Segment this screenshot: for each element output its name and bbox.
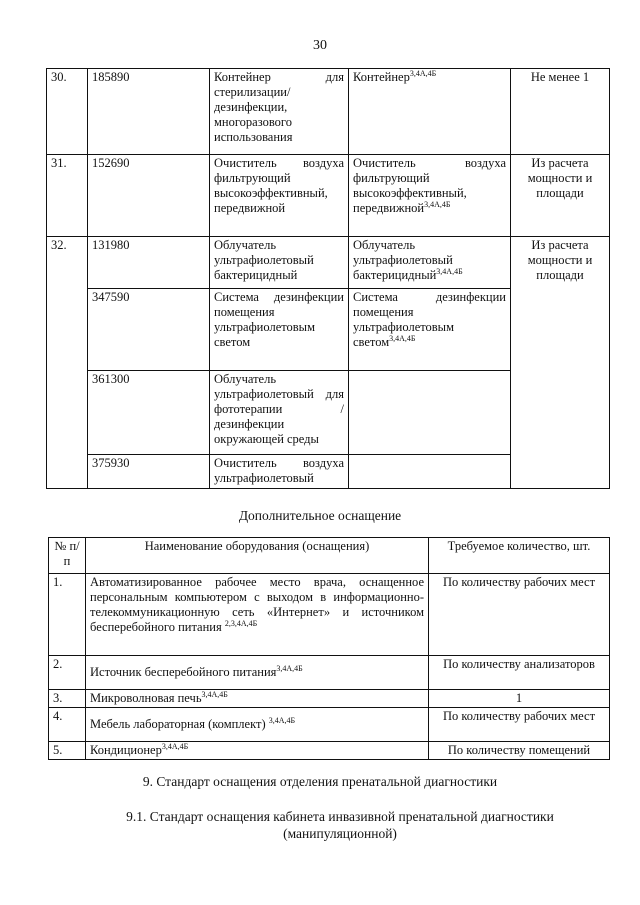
equipment-name-text: Кондиционер — [90, 743, 162, 757]
required-quantity: По количеству рабочих мест — [429, 708, 610, 742]
equipment-name: Очиститель воздуха ультрафиолетовый — [210, 455, 349, 489]
footnote-ref: 3,4А,4Б — [268, 715, 296, 725]
equipment-type-text: Очиститель воздуха фильтрующий высокоэффективный, передвижной — [353, 156, 506, 215]
equipment-name: Облучатель ультрафиолетовый бактерицидный — [210, 237, 349, 289]
table-row — [49, 656, 610, 690]
table-row — [47, 237, 610, 289]
equipment-name — [86, 690, 429, 708]
equipment-type — [349, 237, 511, 289]
equipment-type-text: Система дезинфекции помещения ультрафиолетовым светом — [353, 290, 506, 349]
footnote-ref: 3,4А,4Б — [389, 333, 416, 343]
equipment-type-text: Контейнер — [353, 70, 410, 84]
equipment-name-text: Микроволновая печь — [90, 691, 202, 705]
table-row — [49, 742, 610, 760]
row-number: 32. — [47, 237, 88, 489]
equipment-name: Очиститель воздуха фильтрующий высокоэффективный, передвижной — [210, 155, 349, 237]
additional-equipment-table — [48, 537, 610, 760]
footnote-ref: 3,4А,4Б — [201, 689, 228, 699]
equipment-name — [86, 574, 429, 656]
equipment-name — [86, 656, 429, 690]
table-row — [47, 155, 610, 237]
footnote-ref: 3,4А,4Б — [436, 266, 463, 276]
equipment-name: Облучатель ультрафиолетовый для фототерапии /дезинфекции окружающей среды — [210, 371, 349, 455]
header-quantity: Требуемое количество, шт. — [429, 538, 610, 574]
table-row — [49, 708, 610, 742]
required-quantity: По количеству анализаторов — [429, 656, 610, 690]
equipment-code: 185890 — [88, 69, 210, 155]
row-number: 3. — [49, 690, 86, 708]
equipment-code: 347590 — [88, 289, 210, 371]
section-9-1-title: 9.1. Стандарт оснащения кабинета инвазивной пренатальной диагностики (манипуляционной) — [126, 809, 554, 841]
header-number: № п/п — [49, 538, 86, 574]
row-number: 31. — [47, 155, 88, 237]
section-9-title: 9. Стандарт оснащения отделения пренатальной диагностики — [142, 774, 498, 789]
additional-equipment-title: Дополнительное оснащение — [238, 508, 402, 523]
equipment-table — [46, 68, 610, 489]
footnote-ref: 3,4А,4Б — [409, 68, 437, 78]
required-quantity: По количеству помещений — [429, 742, 610, 760]
table-row — [47, 69, 610, 155]
equipment-code: 375930 — [88, 455, 210, 489]
equipment-type — [349, 69, 511, 155]
equipment-code: 361300 — [88, 371, 210, 455]
row-number: 1. — [49, 574, 86, 656]
footnote-ref: 3,4А,4Б — [276, 663, 303, 673]
equipment-name: Контейнер для стерилизации/ дезинфекции, многоразового использования — [210, 69, 349, 155]
equipment-name-text: Источник бесперебойного питания — [90, 665, 277, 679]
required-quantity: Из расчета мощности и площади — [511, 155, 610, 237]
equipment-name — [86, 742, 429, 760]
equipment-type — [349, 155, 511, 237]
equipment-name-text: Мебель лабораторная (комплект) — [90, 717, 266, 731]
row-number: 2. — [49, 656, 86, 690]
required-quantity: По количеству рабочих мест — [429, 574, 610, 656]
row-number: 5. — [49, 742, 86, 760]
header-name: Наименование оборудования (оснащения) — [86, 538, 429, 574]
equipment-type-text: Облучатель ультрафиолетовый бактерицидный — [353, 238, 453, 282]
equipment-type — [349, 289, 511, 371]
required-quantity: Не менее 1 — [511, 69, 610, 155]
equipment-code: 152690 — [88, 155, 210, 237]
equipment-type-empty — [349, 371, 511, 455]
page-number: 30 — [313, 38, 327, 53]
required-quantity: Из расчета мощности и площади — [511, 237, 610, 489]
table-row — [49, 574, 610, 656]
footnote-ref: 3,4А,4Б — [161, 741, 189, 751]
table-row — [49, 690, 610, 708]
equipment-name-text: Автоматизированное рабочее место врача, оснащенное персональным компьютером с выходом в информационно-телекоммуникационную сеть «Интернет» и источником бесперебойного питания — [90, 575, 424, 634]
equipment-name — [86, 708, 429, 742]
table-header-row — [49, 538, 610, 574]
row-number: 30. — [47, 69, 88, 155]
footnote-ref: 2,3,4А,4Б — [224, 618, 258, 628]
equipment-type-empty — [349, 455, 511, 489]
required-quantity: 1 — [429, 690, 610, 708]
row-number: 4. — [49, 708, 86, 742]
footnote-ref: 3,4А,4Б — [424, 199, 451, 209]
equipment-name: Система дезинфекции помещения ультрафиолетовым светом — [210, 289, 349, 371]
equipment-code: 131980 — [88, 237, 210, 289]
